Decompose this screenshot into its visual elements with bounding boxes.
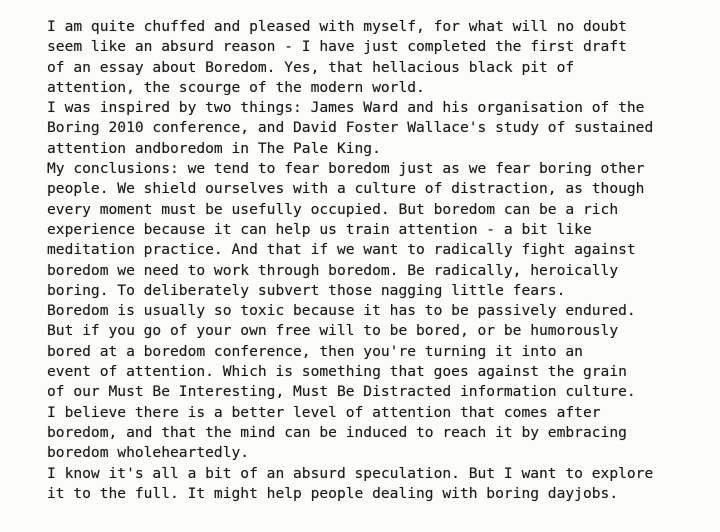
typewritten-text bbox=[47, 17, 717, 504]
text-line: attention andboredom in The Pale King. bbox=[47, 139, 381, 157]
text-line: of our Must Be Interesting, Must Be Distracted information culture. bbox=[47, 383, 636, 401]
text-line: boring. To deliberately subvert those nagging little fears. bbox=[47, 281, 566, 299]
text-line: of an essay about Boredom. Yes, that hellacious black pit of bbox=[47, 58, 575, 76]
text-line: event of attention. Which is something that goes against the grain bbox=[47, 363, 627, 381]
text-line: experience because it can help us train attention - a bit like bbox=[47, 220, 592, 238]
text-line: bored at a boredom conference, then you're turning it into an bbox=[47, 342, 583, 360]
text-line: I am quite chuffed and pleased with myself, for what will no doubt bbox=[47, 18, 627, 35]
text-line: I know it's all a bit of an absurd speculation. But I want to explore bbox=[47, 464, 654, 482]
text-line: My conclusions: we tend to fear boredom just as we fear boring other bbox=[47, 160, 645, 178]
text-line: Boring 2010 conference, and David Foster Wallace's study of sustained bbox=[47, 119, 654, 137]
text-line: I was inspired by two things: James Ward and his organisation of the bbox=[47, 99, 645, 117]
text-line: every moment must be usefully occupied. But boredom can be a rich bbox=[47, 200, 619, 218]
text-line: Boredom is usually so toxic because it has to be passively endured. bbox=[47, 302, 636, 320]
text-line: boredom we need to work through boredom. Be radically, heroically bbox=[47, 261, 619, 279]
text-line: people. We shield ourselves with a culture of distraction, as though bbox=[47, 180, 645, 198]
text-line: I believe there is a better level of attention that comes after bbox=[47, 403, 601, 421]
text-line: attention, the scourge of the modern world. bbox=[47, 78, 425, 96]
text-line: it to the full. It might help people dealing with boring dayjobs. bbox=[47, 484, 619, 502]
text-line: But if you go of your own free will to be bored, or be humorously bbox=[47, 322, 619, 340]
text-line: meditation practice. And that if we want to radically fight against bbox=[47, 241, 636, 259]
text-line: seem like an absurd reason - I have just completed the first draft bbox=[47, 38, 627, 56]
text-line: boredom, and that the mind can be induced to reach it by embracing bbox=[47, 423, 627, 441]
text-line: boredom wholeheartedly. bbox=[47, 444, 250, 462]
